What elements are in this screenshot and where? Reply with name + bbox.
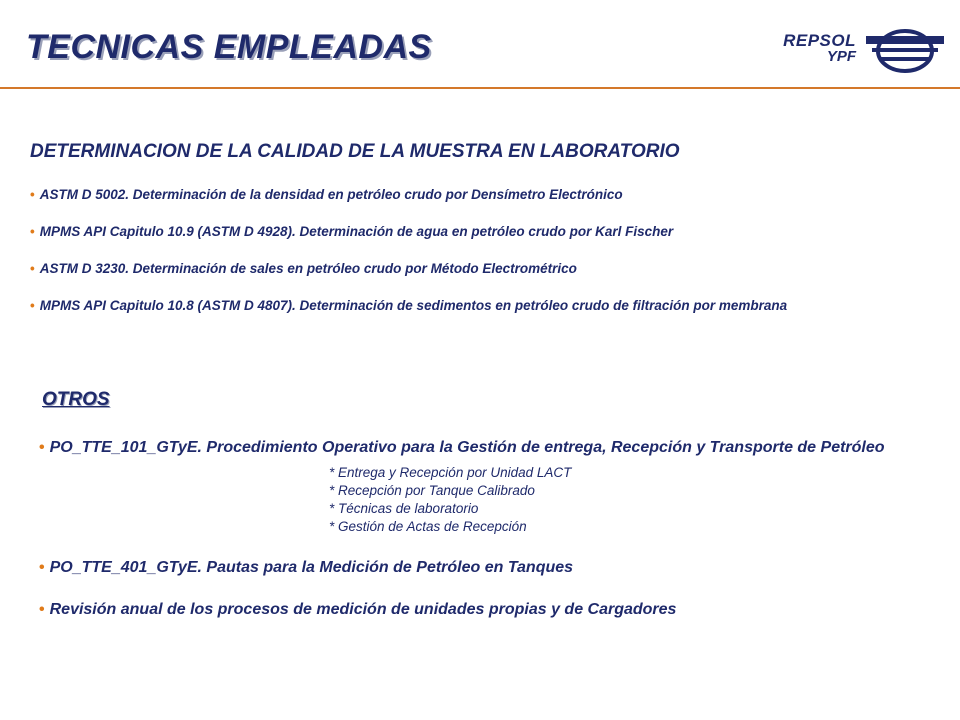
otros-heading: OTROS [42, 389, 110, 410]
list-item [30, 297, 787, 334]
company-logo [778, 26, 946, 76]
bullet-icon: • [39, 439, 45, 456]
list-item [30, 186, 787, 223]
list-item [30, 600, 930, 620]
repsol-ypf-emblem-icon [866, 26, 944, 76]
sub-list-item: * Recepción por Tanque Calibrado [329, 483, 535, 498]
sub-list [329, 464, 930, 536]
logo-wordmark [778, 32, 856, 65]
bullet-icon: • [30, 187, 35, 202]
list-item-text: PO_TTE_101_GTyE. Procedimiento Operativo para la Gestión de entrega, Recepción y Transporte de Petróleo [49, 439, 885, 456]
logo-line-2: YPF [826, 48, 856, 65]
list-item [30, 558, 930, 578]
list-item [30, 438, 930, 536]
list-item-text: ASTM D 3230. Determinación de sales en petróleo crudo por Método Electrométrico [39, 261, 577, 276]
list-item [30, 260, 787, 297]
lab-techniques-list [30, 186, 787, 334]
bullet-icon: • [39, 559, 45, 576]
bullet-icon: • [30, 224, 35, 239]
otros-list [30, 438, 930, 620]
bullet-icon: • [30, 261, 35, 276]
logo-line-1: REPSOL [783, 31, 856, 50]
list-item-text: MPMS API Capitulo 10.9 (ASTM D 4928). Determinación de agua en petróleo crudo por Karl Fischer [39, 224, 674, 239]
sub-list-item: * Técnicas de laboratorio [329, 501, 479, 516]
lab-section-heading: DETERMINACION DE LA CALIDAD DE LA MUESTRA EN LABORATORIO [30, 141, 680, 162]
bullet-icon: • [39, 601, 45, 618]
list-item-text: PO_TTE_401_GTyE. Pautas para la Medición de Petróleo en Tanques [49, 559, 574, 576]
list-item-text: MPMS API Capitulo 10.8 (ASTM D 4807). Determinación de sedimentos en petróleo crudo de filtración por membrana [39, 298, 788, 313]
header-divider [0, 87, 960, 89]
page-title: TECNICAS EMPLEADAS [26, 28, 432, 66]
bullet-icon: • [30, 298, 35, 313]
sub-list-item: * Gestión de Actas de Recepción [329, 519, 527, 534]
sub-list-item: * Entrega y Recepción por Unidad LACT [329, 465, 572, 480]
list-item [30, 223, 787, 260]
list-item-text: Revisión anual de los procesos de medición de unidades propias y de Cargadores [49, 601, 677, 618]
list-item-text: ASTM D 5002. Determinación de la densidad en petróleo crudo por Densímetro Electrónico [39, 187, 623, 202]
